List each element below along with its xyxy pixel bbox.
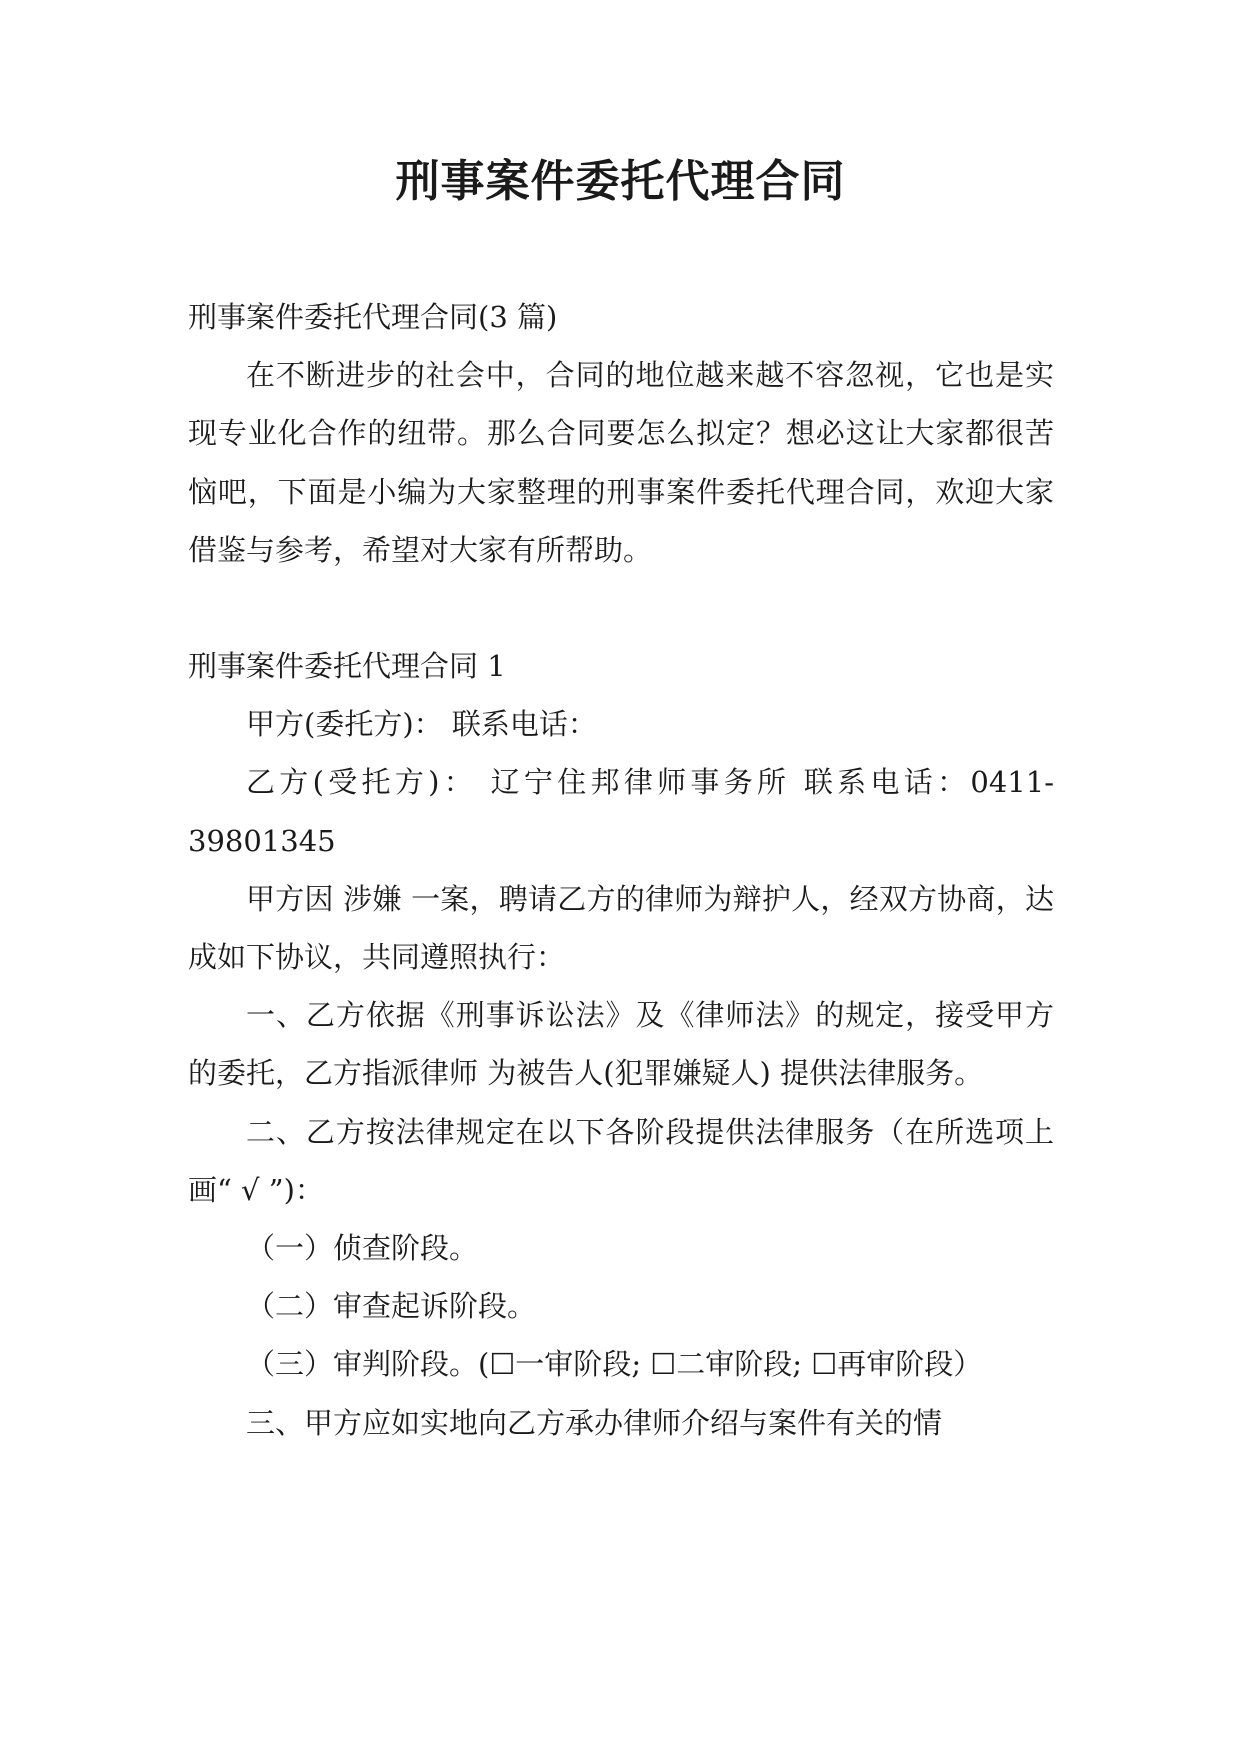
paragraph: 三、甲方应如实地向乙方承办律师介绍与案件有关的情 [246,1405,943,1440]
paragraph: （三）审判阶段。(☐一审阶段; ☐二审阶段; ☐再审阶段） [246,1347,983,1382]
paragraph: （一）侦查阶段。 [246,1231,479,1266]
document-body [188,288,1054,1452]
paragraph: 刑事案件委托代理合同(3 篇) [188,300,558,334]
paragraph: 一、乙方依据《刑事诉讼法》及《律师法》的规定，接受甲方的委托，乙方指派律师 为被告人(犯罪嫌疑人) 提供法律服务。 [188,998,1054,1091]
paragraph-spacer [188,579,1054,637]
document-title: 刑事案件委托代理合同 [395,156,846,207]
paragraph: 甲方(委托方)： 联系电话： [246,707,597,742]
paragraph: 在不断进步的社会中，合同的地位越来越不容忽视，它也是实现专业化合作的纽带。那么合同要怎么拟定？想必这让大家都很苦恼吧，下面是小编为大家整理的刑事案件委托代理合同，欢迎大家借鉴与参考，希望对大家有所帮助。 [188,358,1054,567]
paragraph: 甲方因 涉嫌 一案，聘请乙方的律师为辩护人，经双方协商，达成如下协议，共同遵照执行： [188,881,1054,975]
paragraph: 二、乙方按法律规定在以下各阶段提供法律服务（在所选项上画“ √ ”)： [188,1114,1054,1207]
paragraph: 乙方(受托方)： 辽宁住邦律师事务所 联系电话：0411-39801345 [188,765,1054,858]
paragraph: （二）审查起诉阶段。 [246,1289,537,1324]
paragraph: 刑事案件委托代理合同 1 [188,649,506,684]
